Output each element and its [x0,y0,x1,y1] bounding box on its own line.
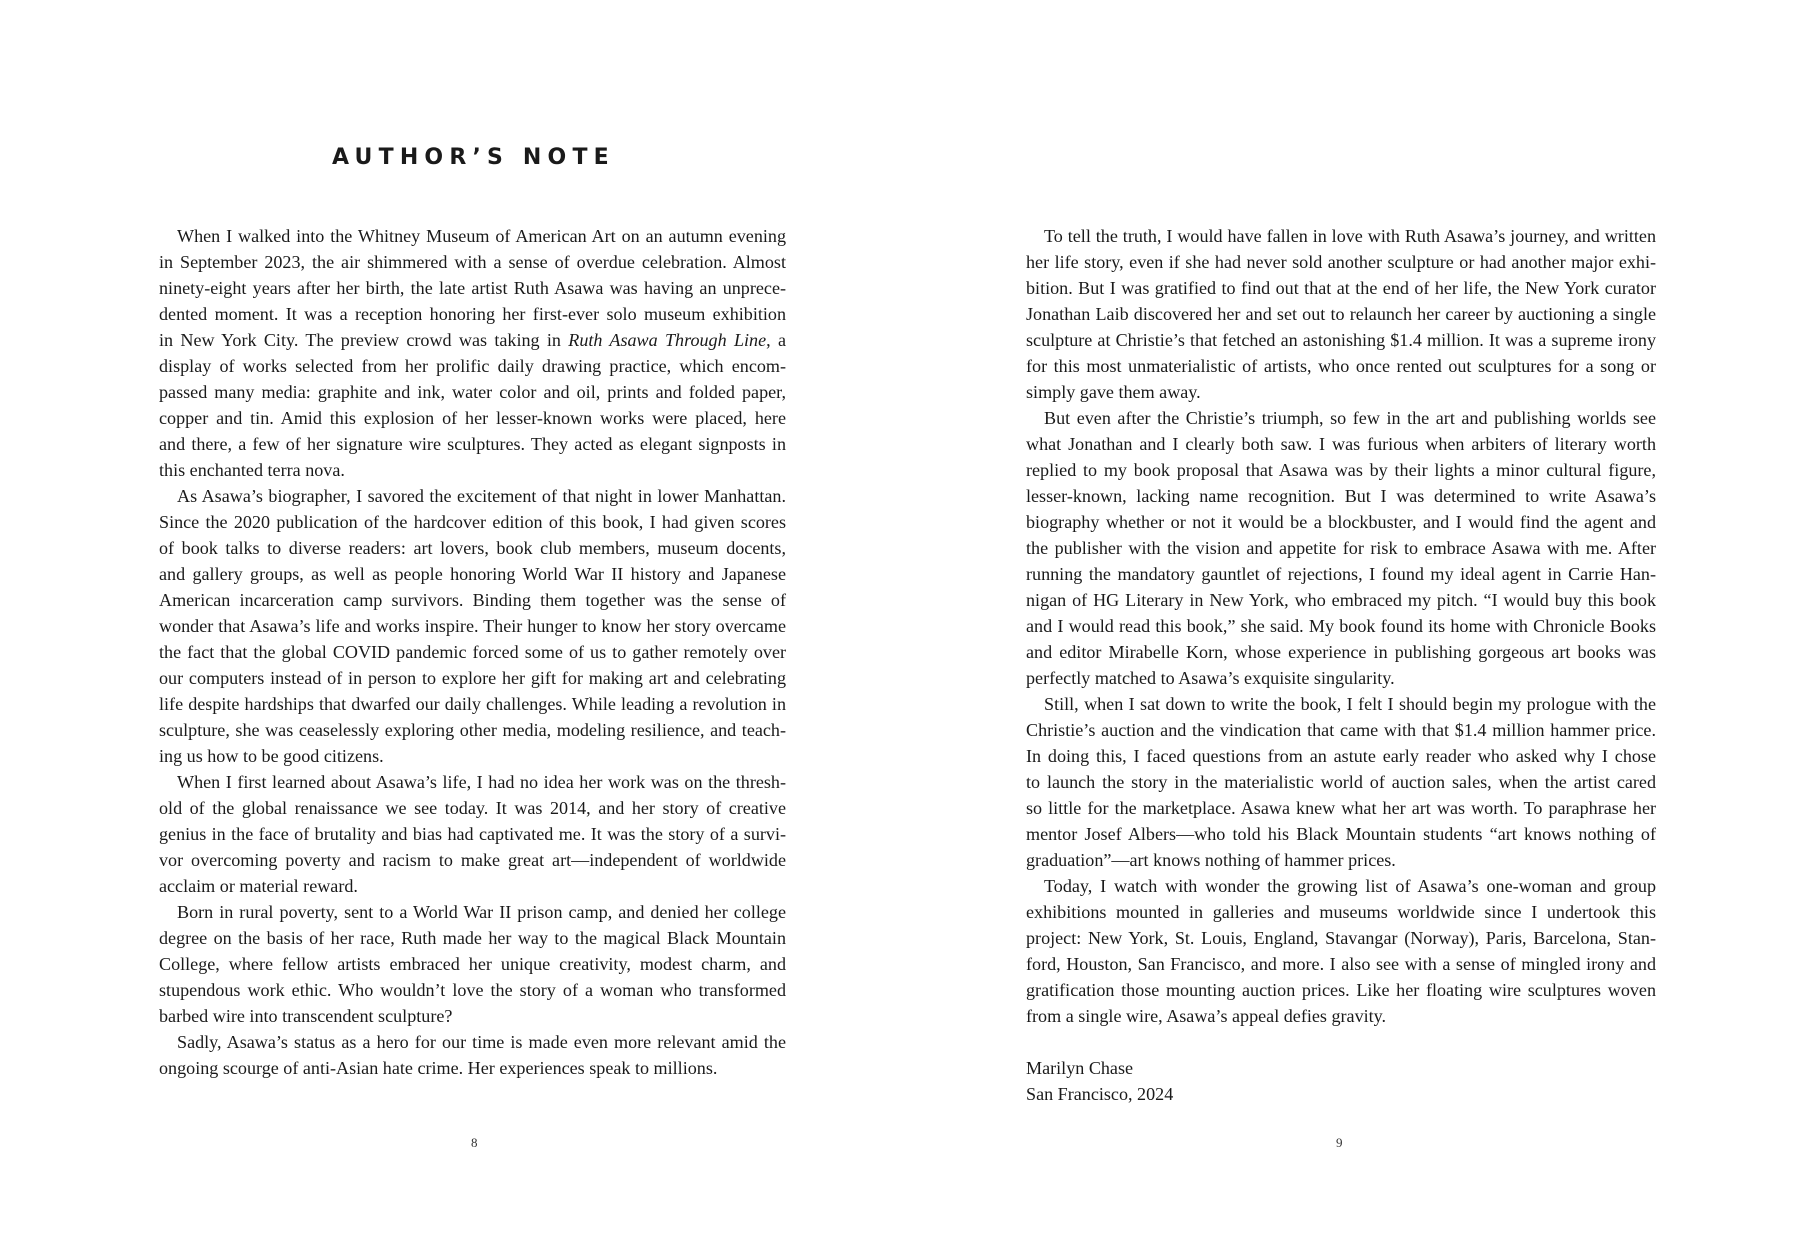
body-line: American incarceration camp survivors. Binding them together was the sense of [159,590,786,610]
body-line: and there, a few of her signature wire sculptures. They acted as elegant signposts in [159,434,786,454]
body-line: and I would read this book,” she said. My book found its home with Chronicle Books [1026,616,1656,636]
left-page-body-text [159,223,786,1081]
body-line: old of the global renaissance we see today. It was 2014, and her story of creative [159,798,786,818]
body-line: in New York City. The preview crowd was taking in Ruth Asawa Through Line, a [159,330,786,350]
body-line: our computers instead of in person to explore her gift for making art and celebrating [159,668,786,688]
body-line: dented moment. It was a reception honoring her first-ever solo museum exhibition [159,304,786,324]
body-line: degree on the basis of her race, Ruth made her way to the magical Black Mountain [159,928,786,948]
body-line: running the mandatory gauntlet of rejections, I found my ideal agent in Carrie Han- [1026,564,1656,584]
body-line: When I walked into the Whitney Museum of American Art on an autumn evening [177,226,786,246]
body-line: what Jonathan and I clearly both saw. I was furious when arbiters of literary worth [1026,434,1656,454]
exhibition-title: Ruth Asawa Through Line [568,330,767,350]
body-line: of book talks to diverse readers: art lovers, book club members, museum docents, [159,538,786,558]
body-line: genius in the face of brutality and bias had captivated me. It was the story of a survi- [159,824,786,844]
body-line: Today, I watch with wonder the growing list of Asawa’s one-woman and group [1044,876,1656,896]
body-line: so little for the marketplace. Asawa knew what her art was worth. To paraphrase her [1026,798,1656,818]
body-line: Christie’s auction and the vindication that came with that $1.4 million hammer price. [1026,720,1656,740]
body-line: In doing this, I faced questions from an astute early reader who asked why I chose [1026,746,1656,766]
body-line: wonder that Asawa’s life and works inspire. Their hunger to know her story overcame [159,616,786,636]
body-line: ing us how to be good citizens. [159,746,384,766]
body-line: College, where fellow artists embraced her unique creativity, modest charm, and [159,954,786,974]
body-line: her life story, even if she had never sold another sculpture or had another major exhi- [1026,252,1656,272]
body-line: perfectly matched to Asawa’s exquisite singularity. [1026,668,1395,688]
body-line: to launch the story in the materialistic world of auction sales, when the artist cared [1026,772,1656,792]
body-line: and editor Mirabelle Korn, whose experience in publishing gorgeous art books was [1026,642,1656,662]
body-line: this enchanted terra nova. [159,460,345,480]
body-line: acclaim or material reward. [159,876,358,896]
body-line: replied to my book proposal that Asawa was by their lights a minor cultural figure, [1026,460,1656,480]
body-line: Still, when I sat down to write the book, I felt I should begin my prologue with the [1044,694,1656,714]
body-line: copper and tin. Amid this explosion of her lesser-known works were placed, here [159,408,786,428]
body-line: Sadly, Asawa’s status as a hero for our time is made even more relevant amid the [177,1032,786,1052]
body-line: from a single wire, Asawa’s appeal defies gravity. [1026,1006,1387,1026]
body-line: sculpture at Christie’s that fetched an astonishing $1.4 million. It was a supreme irony [1026,330,1656,350]
right-page-body-text [1026,223,1656,1107]
body-line: display of works selected from her prolific daily drawing practice, which encom- [159,356,786,376]
body-line: the fact that the global COVID pandemic forced some of us to gather remotely over [159,642,786,662]
body-line: When I first learned about Asawa’s life, I had no idea her work was on the thresh- [177,772,786,792]
body-line: Since the 2020 publication of the hardcover edition of this book, I had given scores [159,512,786,532]
right-page [906,0,1812,1236]
body-line: ninety-eight years after her birth, the late artist Ruth Asawa was having an unprece- [159,278,786,298]
body-line: To tell the truth, I would have fallen in love with Ruth Asawa’s journey, and written [1044,226,1656,246]
body-line: biography whether or not it would be a blockbuster, and I would find the agent and [1026,512,1656,532]
body-line: graduation”—art knows nothing of hammer prices. [1026,850,1396,870]
signature-name: Marilyn Chase [1026,1058,1134,1078]
page-number-right: 9 [1336,1135,1343,1150]
body-line: ford, Houston, San Francisco, and more. I also see with a sense of mingled irony and [1026,954,1656,974]
signature-place-date: San Francisco, 2024 [1026,1084,1174,1104]
body-line: stupendous work ethic. Who wouldn’t love the story of a woman who transformed [159,980,786,1000]
body-line: passed many media: graphite and ink, water color and oil, prints and folded paper, [159,382,786,402]
body-line: in September 2023, the air shimmered with a sense of overdue celebration. Almost [159,252,786,272]
body-line: lesser-known, lacking name recognition. But I was determined to write Asawa’s [1026,486,1656,506]
page-title: AUTHOR’S NOTE [332,145,615,170]
body-line: life despite hardships that dwarfed our daily challenges. While leading a revolution in [159,694,786,714]
body-line: for this most unmaterialistic of artists, who once rented out sculptures for a song or [1026,356,1656,376]
body-line: vor overcoming poverty and racism to make great art—independent of worldwide [159,850,786,870]
body-line: and gallery groups, as well as people honoring World War II history and Japanese [159,564,786,584]
body-line: bition. But I was gratified to find out that at the end of her life, the New York curator [1026,278,1656,298]
body-line: As Asawa’s biographer, I savored the excitement of that night in lower Manhattan. [177,486,786,506]
body-line: Jonathan Laib discovered her and set out to relaunch her career by auctioning a single [1026,304,1656,324]
body-line: simply gave them away. [1026,382,1201,402]
body-line: barbed wire into transcendent sculpture? [159,1006,453,1026]
body-line: gratification those mounting auction prices. Like her floating wire sculptures woven [1026,980,1656,1000]
body-line: Born in rural poverty, sent to a World War II prison camp, and denied her college [177,902,786,922]
body-line: exhibitions mounted in galleries and museums worldwide since I undertook this [1026,902,1656,922]
body-line: But even after the Christie’s triumph, so few in the art and publishing worlds see [1044,408,1656,428]
body-line: mentor Josef Albers—who told his Black Mountain students “art knows nothing of [1026,824,1656,844]
body-line: nigan of HG Literary in New York, who embraced my pitch. “I would buy this book [1026,590,1656,610]
body-line: sculpture, she was ceaselessly exploring other media, modeling resilience, and teach- [159,720,786,740]
body-line: ongoing scourge of anti-Asian hate crime. Her experiences speak to millions. [159,1058,718,1078]
body-line: project: New York, St. Louis, England, Stavangar (Norway), Paris, Barcelona, Stan- [1026,928,1656,948]
page-number-left: 8 [471,1135,478,1150]
body-line: the publisher with the vision and appetite for risk to embrace Asawa with me. After [1026,538,1656,558]
